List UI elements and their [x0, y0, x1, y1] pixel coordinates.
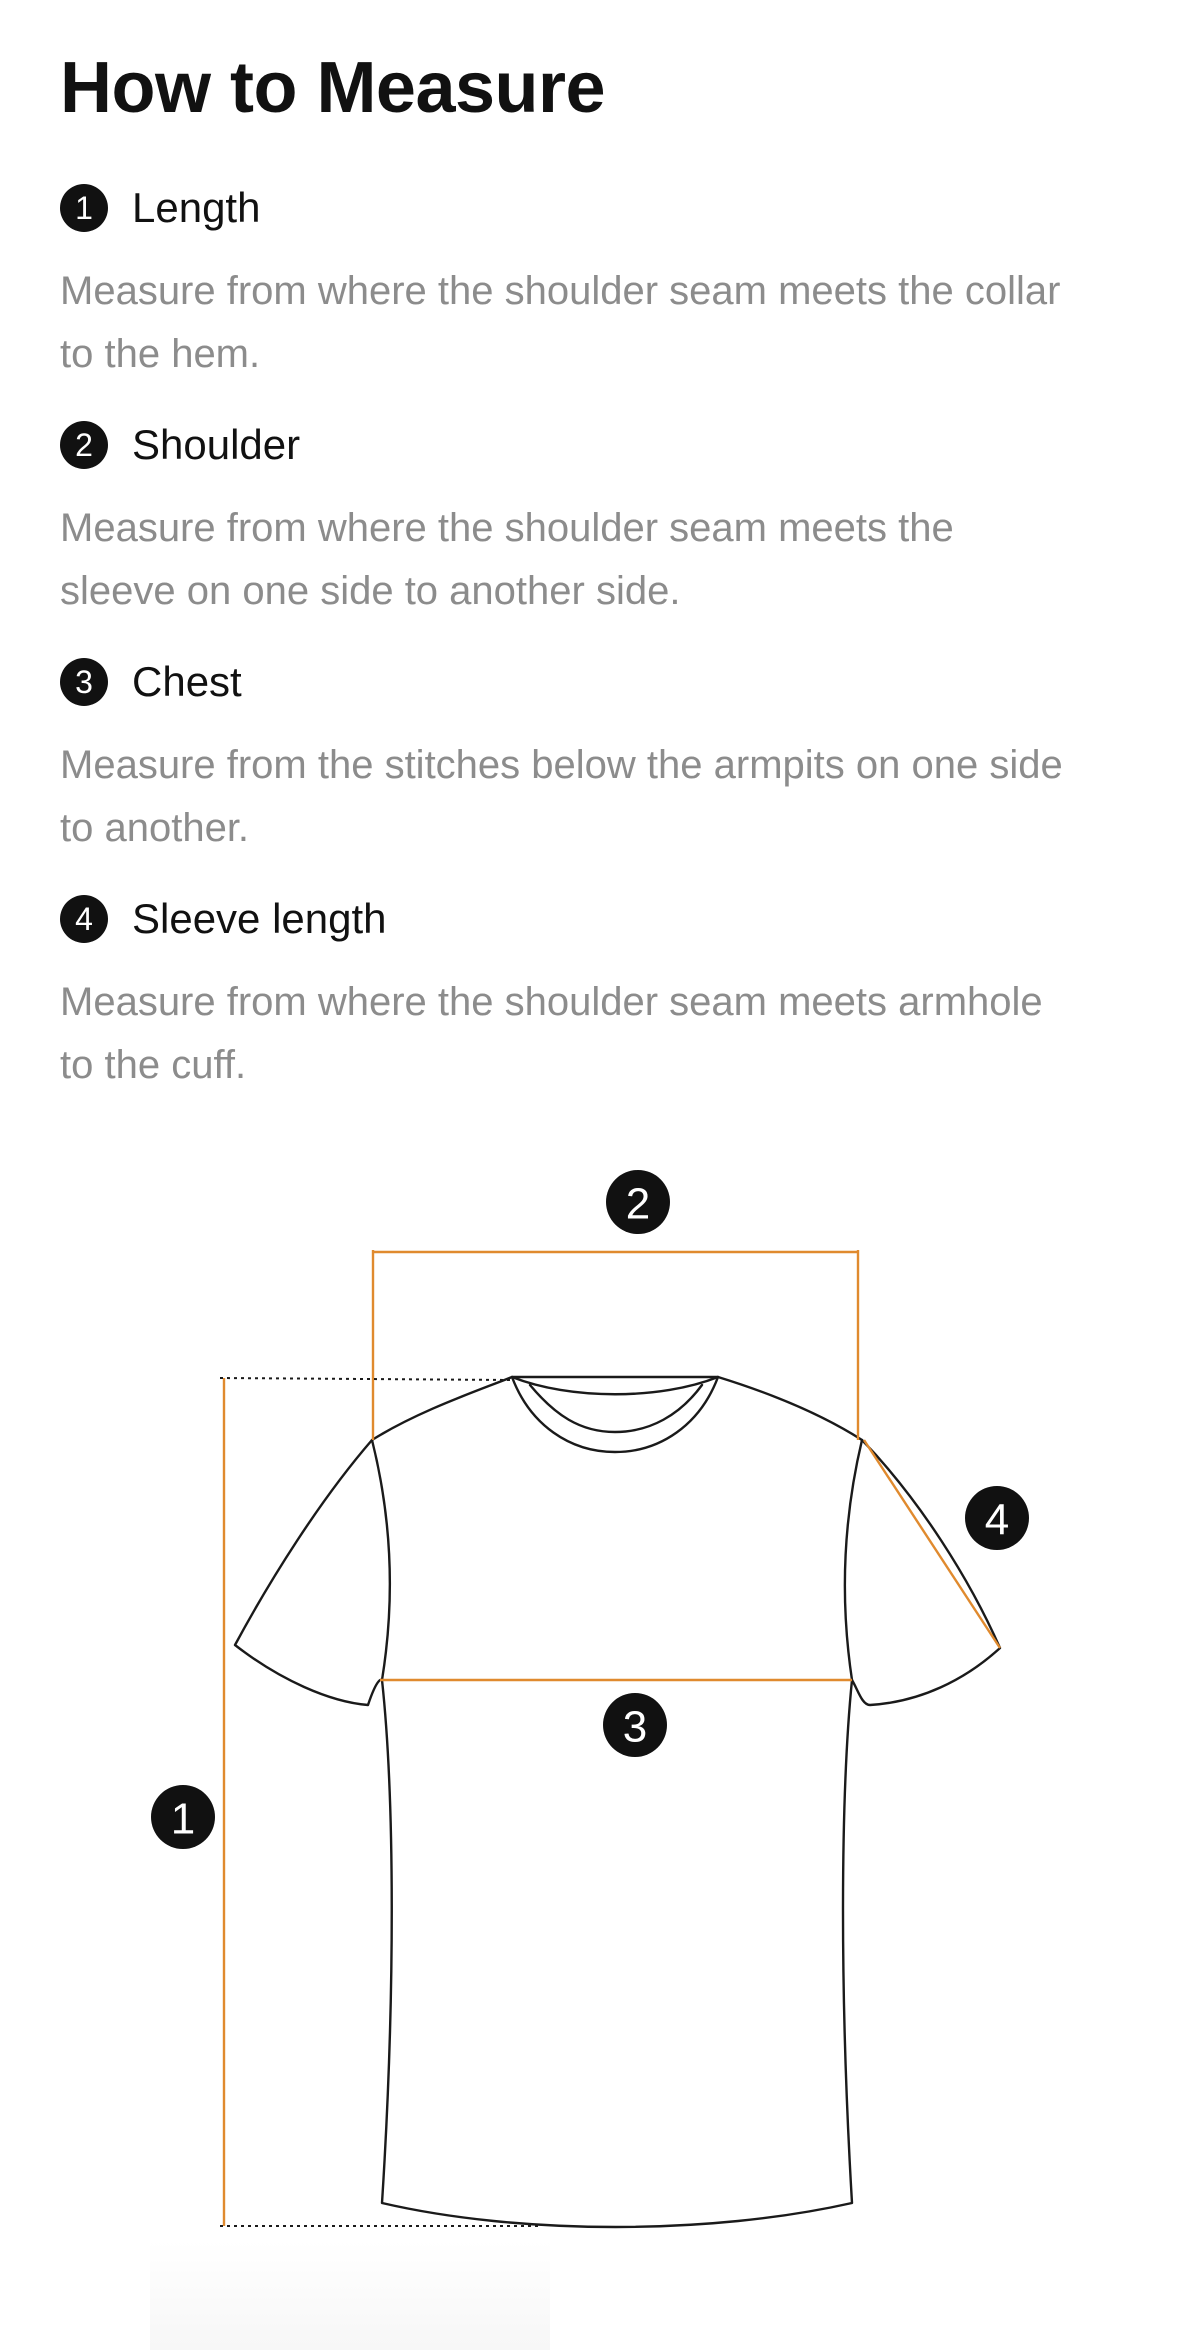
step-header [60, 180, 1120, 236]
tshirt-diagram-svg [0, 1100, 1179, 2350]
svg-text:3: 3 [622, 1702, 648, 1752]
svg-text:4: 4 [984, 1495, 1010, 1545]
step-length [60, 180, 1120, 386]
svg-text:1: 1 [170, 1794, 196, 1844]
marker-2 [606, 1170, 670, 1234]
step-description: Measure from where the shoulder seam meets the collar to the hem. [60, 269, 1061, 376]
step-shoulder [60, 417, 1120, 623]
step-number-badge: 4 [60, 895, 108, 943]
step-description: Measure from the stitches below the armpits on one side to another. [60, 743, 1063, 850]
step-title: Shoulder [132, 421, 301, 468]
svg-text:2: 2 [625, 1179, 651, 1229]
step-title: Length [132, 184, 261, 231]
length-dotted-guides [220, 1378, 540, 2226]
tshirt-outline-icon [235, 1377, 1000, 2227]
step-title: Chest [132, 658, 242, 705]
step-header [60, 891, 1120, 947]
step-description: Measure from where the shoulder seam meets the sleeve on one side to another side. [60, 506, 954, 613]
page-title: How to Measure [60, 48, 606, 128]
marker-1 [151, 1785, 215, 1849]
step-title: Sleeve length [132, 895, 387, 942]
step-number-badge: 3 [60, 658, 108, 706]
step-sleeve-length [60, 891, 1120, 1097]
bottom-fade-overlay [150, 2240, 550, 2350]
step-number-badge: 1 [60, 184, 108, 232]
step-number-badge: 2 [60, 421, 108, 469]
marker-3 [603, 1693, 667, 1757]
marker-4 [965, 1486, 1029, 1550]
measurement-diagram [0, 1100, 1179, 2350]
step-header [60, 654, 1120, 710]
step-chest [60, 654, 1120, 860]
step-description: Measure from where the shoulder seam meets armhole to the cuff. [60, 980, 1043, 1087]
step-header [60, 417, 1120, 473]
